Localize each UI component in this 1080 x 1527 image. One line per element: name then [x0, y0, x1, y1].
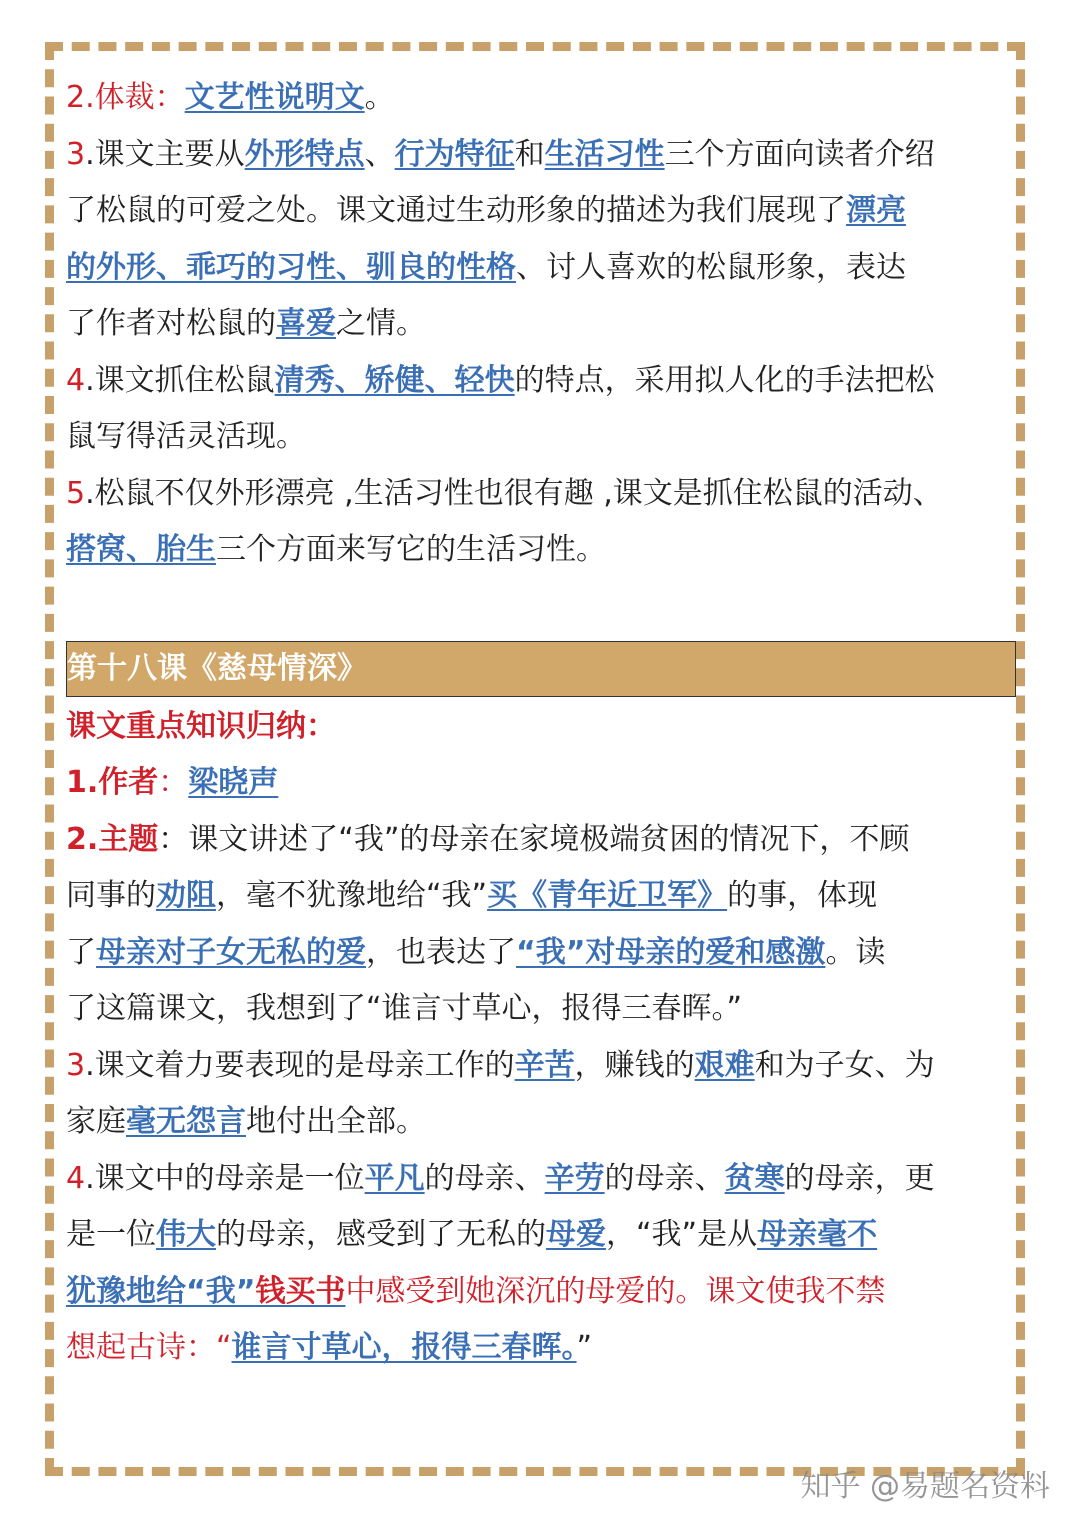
- keyword: 谁言寸草心，报得三春晖。: [231, 1330, 577, 1365]
- text-line: 4.课文中的母亲是一位平凡的母亲、辛劳的母亲、贫寒的母亲，更: [66, 1160, 935, 1196]
- keyword: 漂亮: [846, 193, 906, 228]
- keyword: 母亲毫不: [757, 1217, 878, 1252]
- text-line: 犹豫地给“我”钱买书中感受到她深沉的母爱的。课文使我不禁: [66, 1273, 886, 1309]
- keyword: 伟大: [156, 1217, 216, 1252]
- text-line: 3.课文着力要表现的是母亲工作的辛苦，赚钱的艰难和为子女、为: [66, 1047, 935, 1083]
- keyword: 梁晓声: [188, 765, 279, 800]
- keyword: 文艺性说明文: [184, 80, 365, 115]
- keyword: 平凡: [364, 1160, 425, 1196]
- keyword: “我”对母亲的爱和感激: [516, 934, 826, 970]
- keyword: 的外形、乖巧的习性、驯良的性格: [66, 249, 516, 285]
- text-line: 同事的劝阻，毫不犹豫地给“我”买《青年近卫军》的事，体现: [66, 878, 878, 913]
- text-line: 4.课文抓住松鼠清秀、矫健、轻快的特点，采用拟人化的手法把松: [66, 362, 935, 398]
- text-line: 是一位伟大的母亲，感受到了无私的母爱，“我”是从母亲毫不: [66, 1217, 878, 1252]
- text-line: 了这篇课文，我想到了“谁言寸草心，报得三春晖。”: [66, 991, 743, 1026]
- keyword: 犹豫地给“我”: [66, 1273, 256, 1309]
- keyword: 辛劳: [544, 1160, 605, 1196]
- keyword: 清秀、矫健、轻快: [274, 362, 515, 398]
- text-line: 2.主题：课文讲述了“我”的母亲在家境极端贫困的情况下，不顾: [66, 821, 910, 857]
- keyword: 母亲对子女无私的爱: [96, 934, 366, 970]
- text-line: 了作者对松鼠的喜爱之情。: [66, 306, 426, 341]
- keyword: 母爱: [546, 1217, 606, 1252]
- keyword: 外形特点: [244, 136, 365, 172]
- keyword: 买《青年近卫军》: [487, 878, 728, 913]
- spacer: [66, 579, 1016, 635]
- keyword: 喜爱: [276, 306, 336, 341]
- keyword: 贫寒: [724, 1160, 785, 1196]
- text-line: 的外形、乖巧的习性、驯良的性格、讨人喜欢的松鼠形象，表达: [66, 249, 906, 285]
- keyword: 辛苦: [514, 1047, 575, 1083]
- keyword: 钱买书: [255, 1273, 346, 1309]
- text-line: 了母亲对子女无私的爱，也表达了“我”对母亲的爱和感激。读: [66, 934, 886, 970]
- text-line: 想起古诗：“谁言寸草心，报得三春晖。”: [66, 1330, 593, 1365]
- text-line: 2.体裁：文艺性说明文。: [66, 80, 395, 115]
- text-line: 5.松鼠不仅外形漂亮 ,生活习性也很有趣 ,课文是抓住松鼠的活动、: [66, 475, 943, 511]
- watermark: 知乎 @易题名资料: [800, 1469, 1050, 1504]
- keyword: 劝阻: [156, 878, 216, 913]
- keyword: 毫无怨言: [126, 1104, 246, 1139]
- keyword: 生活习性: [544, 136, 665, 172]
- document-content: [66, 70, 1016, 1377]
- keyword: 搭窝、胎生: [66, 532, 216, 567]
- text-line: 了松鼠的可爱之处。课文通过生动形象的描述为我们展现了漂亮: [66, 193, 906, 228]
- text-line: 家庭毫无怨言地付出全部。: [66, 1104, 426, 1139]
- text-line: 搭窝、胎生三个方面来写它的生活习性。: [66, 532, 606, 567]
- section-heading: 课文重点知识归纳：: [66, 708, 336, 744]
- keyword: 艰难: [694, 1047, 755, 1083]
- text-line: 3.课文主要从外形特点、行为特征和生活习性三个方面向读者介绍: [66, 136, 935, 172]
- lesson-banner: 第十八课《慈母情深》: [66, 641, 1016, 697]
- text-line: 鼠写得活灵活现。: [66, 419, 306, 454]
- text-line: 1.作者：梁晓声: [66, 765, 279, 800]
- keyword: 行为特征: [394, 136, 515, 172]
